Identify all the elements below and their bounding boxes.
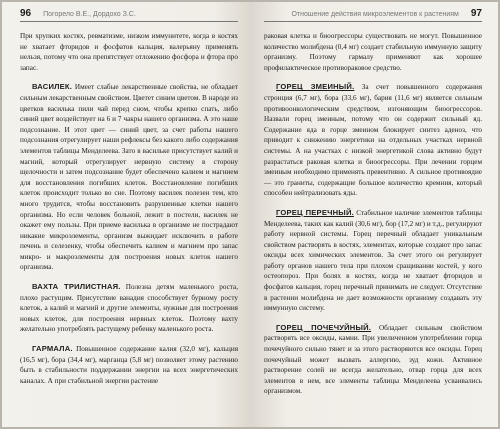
entry-heading: ГОРЕЦ ЗМЕИНЫЙ.	[276, 82, 355, 92]
paragraph: ВАСИЛЕК. Имеет слабые лекарственные свойства, не обладает сильным лекарственным свойством. Цветет синим цветом. В народе из цветков василька пили чай перед сном, чтобы крепко спать, либо синий цвет воздействует на 6 и 7 чакры нашего организма. А это наше подсознание. И этот цвет — синий цвет, за счет работы нашего подсознания отрегулирует наши рефлексы без какого либо содержания элементов таблицы Менделеева. Зато в васильке присутствует калий и магний, который отрегулирует нервную систему в сторону щелочности и затем подсознание будет обеспечено калием и магнием для восстановления погибших клеток. Восстановление погибших клеток происходит только во сне. Поэтому василек полезен тем, кто много трудится, чтобы восстановить разрушенные клетки нашего организма. Но если человек больной, лежит в постели, василек не окажет ему пользы. При приеме василька в организме не пострадают никакие микроэлементы, организм выжидает исключить в работе печень и селезенку, чтобы обеспечить калием и магнием про запас микро- и макроэлементы для построения новых клеток нашего организма.	[20, 82, 238, 272]
left-page	[2, 2, 250, 427]
right-page	[250, 2, 498, 427]
entry-heading: ГАРМАЛА.	[32, 344, 73, 354]
right-page-header	[264, 8, 482, 22]
running-title: Погорело В.Е., Дордохо З.С.	[43, 11, 136, 18]
book-spread	[2, 2, 498, 427]
entry-heading: ГОРЕЦ ПЕРЕЧНЫЙ.	[276, 207, 354, 217]
page-number: 97	[470, 8, 482, 19]
running-title: Отношение действия микроэлементов к растениям	[291, 11, 459, 18]
paragraph: При хрупких костях, ревматизме, низком иммунитете, когда в костях не хватает фторидов и фосфатов кальция, валерьяну применять нельзя, потому что она препятствует отложению фосфора и фтора про запас.	[20, 32, 238, 72]
paragraph: ГОРЕЦ ЗМЕИНЫЙ. За счет повышенного содержания стронция (6,7 мг), бора (33,6 мг), бария (11,6 мг) является сильным противоонкологическим средством, изгоняющим биоогрессоров. Назвали горец змеиным, потому что он содержит сильный яд. Содержание яда в горце змеином блокирует синтез аденоз, что приводит к снижению энергетики на отдельных участках нервной системы. А на участках с низкой энергетикой слова активно будут разрастаться раковая клетка и биоогрессоры. При лечении горцем змеиным необходимо применять превентивно. А сильное противоядие — это граниты, содержащие большое количество кремния, который способен нейтрализовать яды.	[264, 82, 482, 198]
entry-heading: ВАХТА ТРИЛИСТНАЯ.	[32, 282, 121, 292]
entry-heading: ВАСИЛЕК.	[32, 82, 73, 92]
paragraph: ГАРМАЛА. Повышенное содержание калия (32,0 мг), кальция (16,5 мг), бора (34,4 мг), марганца (5,8 мг) позволяет этому растению быть в стабильности поддержании энергии на всех энергетических каналах. А при стабильной энергии растение	[20, 344, 238, 385]
paragraph: ГОРЕЦ ПЕРЕЧНЫЙ. Стабильное наличие элементов таблицы Менделеева, таких как калий (30,6 мг), бор (17,2 мг) и т.д., регулируют работу нервной системы. Горец перечный обладает уникальным свойством растворять в костях, элементах, которые создают про запас оксиды всех химических элементов. За счет этого он регулирует работу органов нашего тела при плохом сращивании костей, у кого остеопороз. При болях в костях, когда не хватает фторидов и фосфатов кальция, горец перечный принимать не следует. Отсутствие в растении молибдена не дает возможности организму создавать эту иммунную систему.	[264, 207, 483, 313]
paragraph: ГОРЕЦ ПОЧЕЧУЙНЫЙ. Обладает сильным свойством растворять все оксиды, камни. При увеличенном употреблении горца почечуйного сильно тянет и за этого растворяются все оксиды. Горец почечуйный может вызвать аллергию, зуд кожи. Активное растворение солей не всегда желательно, отвар горца для всех элементов в нем, все элементы таблицы Менделеева усваивались организмом.	[264, 322, 482, 396]
entry-heading: ГОРЕЦ ПОЧЕЧУЙНЫЙ.	[276, 322, 372, 332]
paragraph: раковая клетка и биоогрессоры существовать не могут. Повышенное количество молибдена (0,4 мг) создает стабильную иммунную защиту организму. Поэтому гармалу применяют как хорошее профилактическое противораковое средство.	[264, 32, 482, 72]
right-page-body	[264, 31, 482, 397]
paragraph: ВАХТА ТРИЛИСТНАЯ. Полезна детям маленького роста, плохо растущим. Присутствие ванадия способствует бурному росту клеток, а калий и магний и другие элементы, нужные для построения новых клеток, для построения нервных клеток. Поэтому вахту желательно употреблять растущему ребенку маленького роста.	[20, 282, 238, 334]
page-number: 96	[20, 8, 32, 19]
left-page-body	[20, 31, 238, 386]
left-page-header	[20, 8, 238, 22]
